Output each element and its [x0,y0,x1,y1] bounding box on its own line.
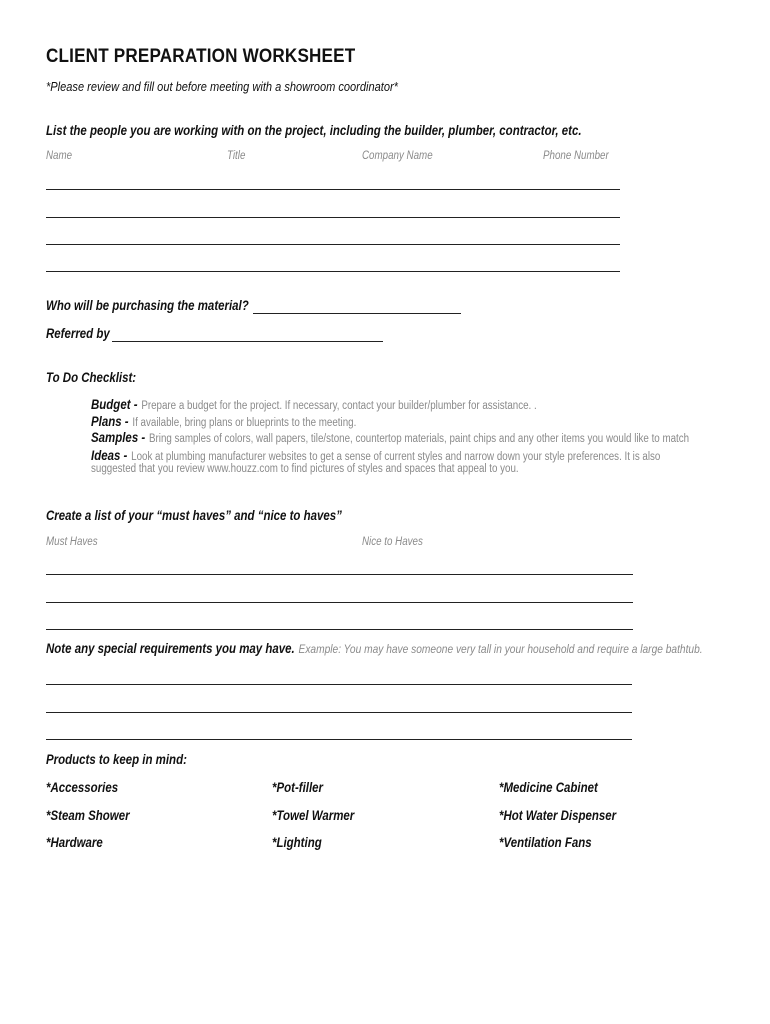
people-entry-line[interactable] [46,244,620,245]
checklist-term: Samples - [91,430,146,445]
requirements-entry-line[interactable] [46,684,632,685]
requirements-entry-line[interactable] [46,739,632,740]
checklist-item-samples [91,429,689,447]
checklist-item-budget [91,396,537,414]
product-item: *Pot-filler [272,780,324,795]
product-item: *Medicine Cabinet [499,780,598,795]
products-heading: Products to keep in mind: [46,752,187,767]
requirements-row [46,640,703,658]
haves-entry-line[interactable] [46,602,633,603]
purchaser-entry-line[interactable] [253,313,461,314]
requirements-prompt: Note any special requirements you may have. [46,641,295,656]
people-entry-line[interactable] [46,217,620,218]
checklist-desc: Look at plumbing manufacturer websites to get a sense of current styles and narrow down your style preferences. It is also [131,451,661,463]
product-item: *Hardware [46,835,103,850]
people-prompt: List the people you are working with on the project, including the builder, plumber, contractor, etc. [46,123,582,138]
checklist-heading: To Do Checklist: [46,370,137,385]
column-phone-number: Phone Number [543,150,609,162]
column-name: Name [46,150,73,162]
product-item: *Hot Water Dispenser [499,808,617,823]
people-entry-line[interactable] [46,271,620,272]
product-item: *Lighting [272,835,322,850]
product-item: *Towel Warmer [272,808,355,823]
checklist-term: Plans - [91,414,129,429]
product-item: *Steam Shower [46,808,130,823]
checklist-term: Budget - [91,397,138,412]
product-item: *Ventilation Fans [499,835,592,850]
haves-entry-line[interactable] [46,574,633,575]
column-nice-to-haves: Nice to Haves [362,536,423,548]
people-entry-line[interactable] [46,189,620,190]
product-item: *Accessories [46,780,119,795]
page-subtitle: *Please review and fill out before meeting with a showroom coordinator* [46,79,398,94]
checklist-desc: Bring samples of colors, wall papers, tile/stone, countertop materials, paint chips and any other items you would like to match [148,433,690,445]
column-title: Title [227,150,246,162]
purchasing-question: Who will be purchasing the material? [46,298,249,313]
haves-prompt: Create a list of your “must haves” and “nice to haves” [46,508,342,523]
checklist-term: Ideas - [91,448,128,463]
checklist-desc-continued: suggested that you review www.houzz.com to find pictures of styles and spaces that appeal to you. [91,463,519,475]
column-must-haves: Must Haves [46,536,98,548]
referred-by-entry-line[interactable] [112,341,383,342]
column-company-name: Company Name [362,150,433,162]
requirements-entry-line[interactable] [46,712,632,713]
checklist-desc: If available, bring plans or blueprints to the meeting. [132,417,357,429]
checklist-desc: Prepare a budget for the project. If necessary, contact your builder/plumber for assistance. . [141,400,537,412]
haves-entry-line[interactable] [46,629,633,630]
page-title: CLIENT PREPARATION WORKSHEET [46,46,356,67]
requirements-example: Example: You may have someone very tall in your household and require a large bathtub. [298,642,703,656]
referred-by-label: Referred by [46,326,110,341]
